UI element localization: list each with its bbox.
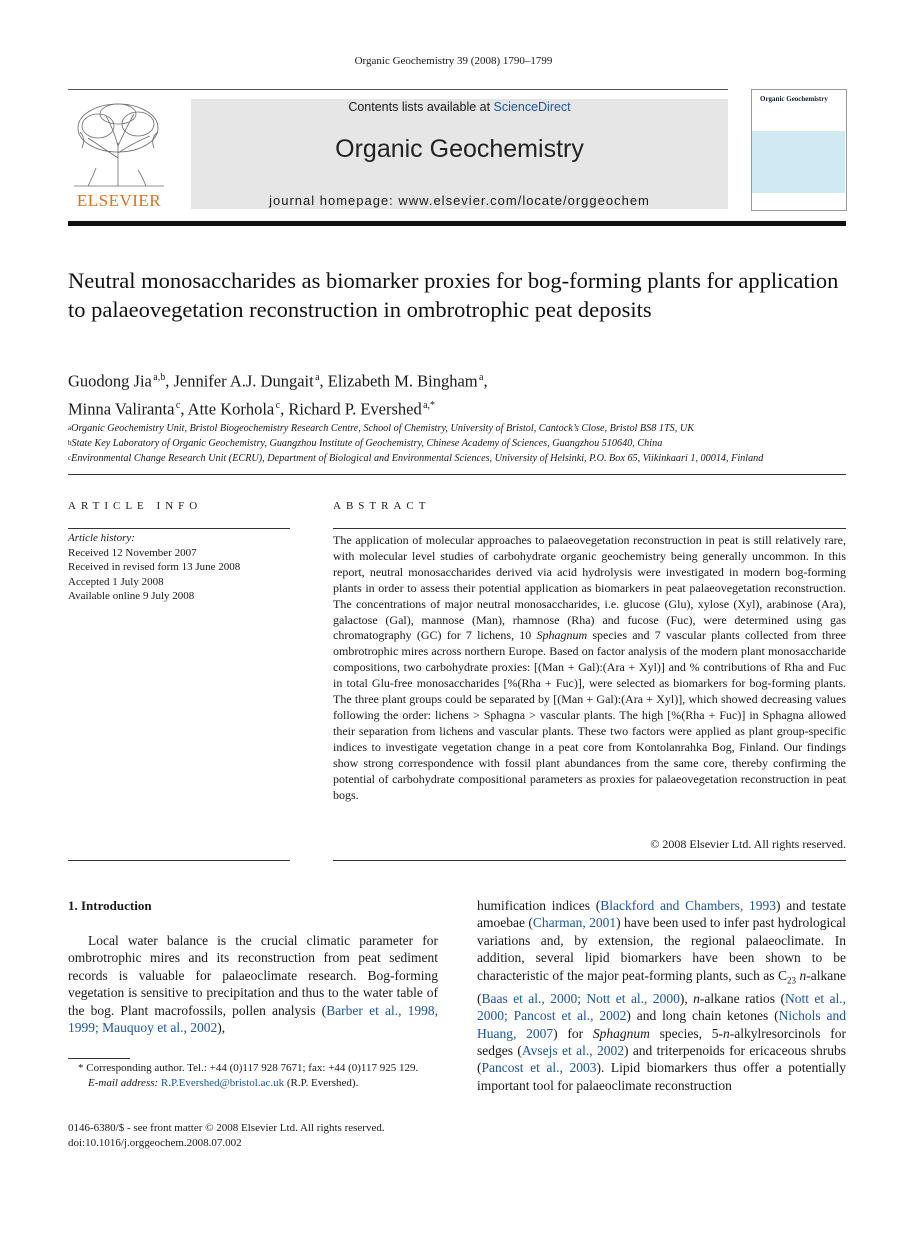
- italic-n: n: [693, 990, 700, 1006]
- body-text: ),: [679, 990, 694, 1006]
- affiliations: [68, 421, 846, 466]
- author-affil-marker[interactable]: a: [479, 372, 484, 383]
- header-rule: [68, 89, 728, 90]
- article-title: Neutral monosaccharides as biomarker proxies for bog-forming plants for application to palaeovegetation reconstruction in ombrotrophic peat deposits: [68, 268, 839, 322]
- author-line-1: [68, 366, 846, 394]
- doi-line[interactable]: doi:10.1016/j.orggeochem.2008.07.002: [68, 1137, 242, 1149]
- cover-image-panel: [752, 131, 845, 193]
- history-item: Available online 9 July 2008: [68, 590, 195, 602]
- history-item: Received 12 November 2007: [68, 546, 197, 559]
- citation-link[interactable]: Nott et al., 2000; Pancost et al., 2002: [477, 990, 847, 1024]
- abstract-rule-bottom: [333, 860, 846, 861]
- header-thick-rule: [68, 221, 846, 226]
- email-note: [68, 1076, 438, 1091]
- affiliation: [68, 436, 846, 451]
- section-heading: 1. Introduction: [68, 898, 152, 913]
- body-text: ) for: [553, 1025, 593, 1041]
- corresponding-author-note: * Corresponding author. Tel.: +44 (0)117 928 7671; fax: +44 (0)117 925 129.: [78, 1062, 419, 1074]
- abstract-rule: [333, 528, 846, 529]
- copyright-notice: © 2008 Elsevier Ltd. All rights reserved.: [650, 837, 846, 851]
- author-affil-marker[interactable]: c: [175, 399, 181, 411]
- citation-link[interactable]: Nichols and Huang, 2007: [477, 1008, 846, 1041]
- email-suffix: (R.P. Evershed).: [284, 1077, 359, 1089]
- journal-reference: Organic Geochemistry 39 (2008) 1790–1799: [354, 55, 553, 67]
- sciencedirect-link[interactable]: ScienceDirect: [493, 100, 571, 114]
- author-separator: ,: [180, 399, 188, 418]
- author-name[interactable]: Guodong Jia: [68, 371, 152, 391]
- author-affil-marker[interactable]: a,*: [423, 399, 436, 411]
- body-text: -alkane (: [477, 967, 846, 1006]
- body-text: ) and long chain ketones (: [626, 1008, 779, 1024]
- author-name[interactable]: Atte Korhola: [187, 399, 275, 418]
- body-text: ). Lipid biomarkers thus offer a potentially important tool for palaeoclimate reconstruction: [477, 1060, 846, 1093]
- italic-n: n: [723, 1025, 730, 1041]
- cover-bottom-panel: [752, 193, 845, 209]
- affiliation-tag: c: [68, 454, 72, 462]
- italic-n: n: [799, 967, 807, 983]
- footnote-rule: [68, 1058, 130, 1059]
- body-text: ) and triterpenoids for ericaceous shrubs (: [477, 1042, 846, 1076]
- footnote: [68, 1061, 438, 1091]
- affiliation-tag: a: [68, 424, 72, 432]
- body-text: ),: [217, 1020, 226, 1036]
- page-footer: [68, 1121, 468, 1151]
- history-label: Article history:: [68, 532, 135, 544]
- history-item: Accepted 1 July 2008: [68, 575, 164, 588]
- citation-link[interactable]: Baas et al., 2000; Nott et al., 2000: [481, 990, 680, 1006]
- citation-link[interactable]: Barber et al., 1998, 1999; Mauquoy et al., 2002: [68, 1002, 439, 1036]
- article-history: [68, 531, 290, 604]
- abstract-text: [333, 533, 846, 803]
- abstract-italic: Sphagnum: [536, 628, 588, 643]
- article-info-rule-bottom: [68, 860, 290, 861]
- body-text: Local water balance is the crucial climatic parameter for ombrotrophic mires and its reconstruction from peat sediment records is valuable for palaeoclimate research. Bog-forming vegetation is sensitive to precipitation and thus to the water table of the bog. Plant macrofossils, pollen analysis (: [68, 933, 438, 1018]
- contents-prefix: Contents lists available at: [348, 100, 494, 114]
- abstract-part: species and 7 vascular plants collected from three ombrotrophic mires across northern Europe. Based on factor analysis of the modern plant monosaccharide compositions, two carbohydrate proxies: [(Man + Gal):(Ara + Xyl)] and % contributions of Rha and Fuc in total Glu-free monosaccharides [%(Rha + Fuc)], were selected as biomarkers for bog-forming plants. The three plant groups could be separated by [(Man + Gal):(Ara + Xyl)], which showed decreasing values following the order: lichens > Sphagna > vascular plants. The high [%(Rha + Fuc)] in Sphagna allowed their separation from lichens and vascular plants. These two factors were applied as plant group-specific indices to investigate vegetation change in a peat core from Kontolanrahka Bog, Finland. Our findings show strong correspondence with fossil plant abundances from the same core, thereby confirming the potential of carbohydrate compositional parameters as proxies for palaeovegetation reconstruction in peat bogs.: [333, 628, 846, 802]
- body-text: -alkane ratios (: [699, 990, 785, 1006]
- body-text: humification indices (: [477, 898, 601, 913]
- issn-line: 0146-6380/$ - see front matter © 2008 Elsevier Ltd. All rights reserved.: [68, 1122, 385, 1134]
- journal-homepage[interactable]: journal homepage: www.elsevier.com/locate/orggeochem: [269, 193, 650, 208]
- subscript: 23: [787, 975, 797, 986]
- author-line-2: [68, 394, 846, 422]
- author-separator: ,: [319, 371, 328, 391]
- author-separator: ,: [165, 371, 174, 391]
- abstract-heading: ABSTRACT: [333, 500, 431, 512]
- body-paragraph: [477, 897, 846, 1094]
- article-info-rule: [68, 528, 290, 529]
- author-separator: ,: [483, 371, 488, 391]
- author-affil-marker[interactable]: c: [275, 399, 281, 411]
- abstract-part: The application of molecular approaches to palaeovegetation reconstruction in peat is still relatively rare, with molecular level studies of carbohydrate organic geochemistry being generally uncommon. In this report, neutral monosaccharides derived via acid hydrolysis were investigated in modern bog-forming plants in order to assess their potential application as biomarkers in peat palaeovegetation reconstruction. The concentrations of major neutral monosaccharides, i.e. glucose (Glu), xylose (Xyl), arabinose (Ara), galactose (Gal), mannose (Man), rhamnose (Rha) and fucose (Fuc), were determined using gas chromatography (GC) for 7 lichens, 10: [333, 533, 846, 643]
- author-name[interactable]: Jennifer A.J. Dungait: [173, 371, 314, 391]
- affiliation-text: Organic Geochemistry Unit, Bristol Biogeochemistry Research Centre, School of Chemistry, University of Bristol, Cantock’s Close, Bristol BS8 1TS, UK: [71, 423, 694, 434]
- italic-term: Sphagnum: [592, 1025, 650, 1041]
- body-column-left: [68, 932, 438, 1036]
- affiliation-tag: b: [68, 439, 72, 447]
- elsevier-wordmark: ELSEVIER: [76, 191, 162, 210]
- author-separator: ,: [280, 399, 289, 418]
- citation-link[interactable]: Blackford and Chambers, 1993: [600, 898, 777, 913]
- author-name[interactable]: Elizabeth M. Bingham: [327, 371, 478, 391]
- article-info-heading: ARTICLE INFO: [68, 500, 203, 512]
- body-text: ) have been used to infer past hydrological variations and, by extension, the regional palaeoclimate. In addition, several lipid biomarkers have been shown to be characteristic of the major peat-forming plants, such as C: [477, 915, 846, 983]
- history-item: Received in revised form 13 June 2008: [68, 561, 241, 573]
- email-link[interactable]: R.P.Evershed@bristol.ac.uk: [160, 1077, 285, 1089]
- citation-link[interactable]: Pancost et al., 2003: [481, 1060, 597, 1076]
- author-affil-marker[interactable]: a,b: [153, 372, 166, 383]
- cover-title: Organic Geochemistry: [760, 95, 828, 103]
- affiliation-text: Environmental Change Research Unit (ECRU), Department of Biological and Environmental Sciences, University of Helsinki, P.O. Box 65, Viikinkaari 1, 00014, Finland: [71, 453, 764, 464]
- citation-link[interactable]: Avsejs et al., 2002: [521, 1042, 624, 1058]
- affiliation-text: State Key Laboratory of Organic Geochemistry, Guangzhou Institute of Geochemistry, Chinese Academy of Sciences, Guangzhou 510640, China: [71, 438, 663, 449]
- body-text: species, 5-: [649, 1025, 724, 1041]
- author-affil-marker[interactable]: a: [315, 372, 320, 383]
- body-text: ) and testate amoebae (: [477, 898, 847, 931]
- body-text: -alkylresorcinols for sedges (: [477, 1025, 846, 1058]
- citation-link[interactable]: Charman, 2001: [532, 915, 617, 931]
- body-column-right: [477, 897, 846, 1094]
- contents-line: [191, 100, 728, 114]
- email-label: E-mail address:: [88, 1077, 159, 1089]
- body-paragraph: [68, 932, 438, 1036]
- author-name[interactable]: Richard P. Evershed: [288, 399, 422, 418]
- journal-name: Organic Geochemistry: [335, 135, 584, 163]
- author-list: [68, 366, 846, 421]
- affiliation: [68, 421, 846, 436]
- section-rule: [68, 474, 846, 475]
- affiliation: [68, 451, 846, 466]
- author-name[interactable]: Minna Valiranta: [68, 399, 175, 418]
